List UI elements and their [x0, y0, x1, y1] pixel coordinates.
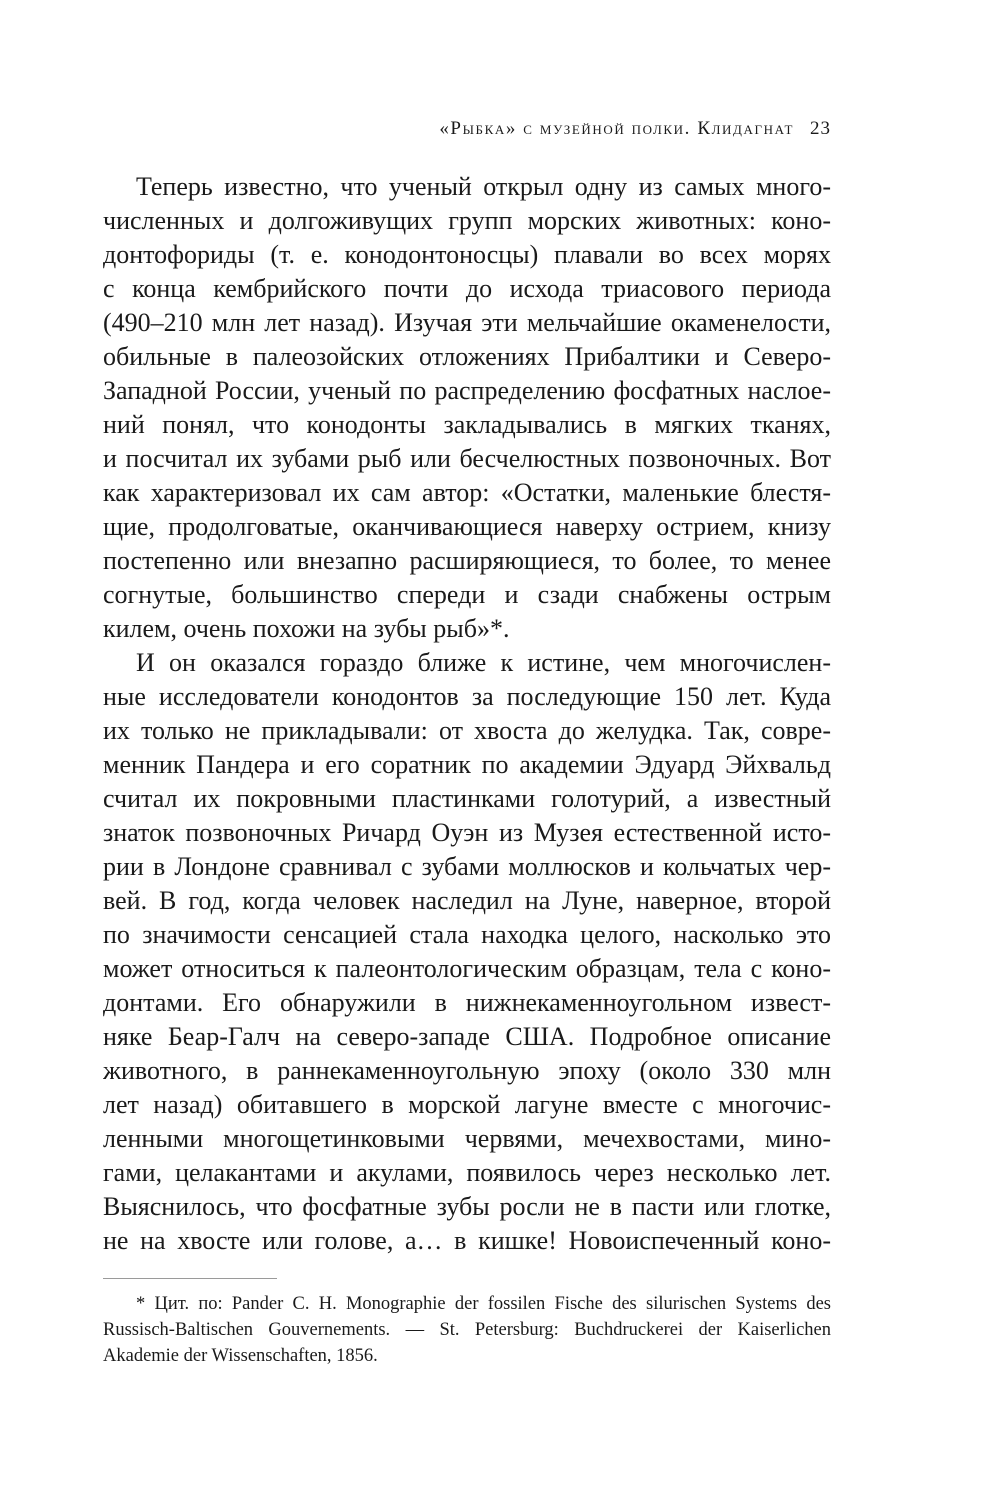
page-number: 23: [810, 118, 831, 139]
text-line: щие, продолговатые, оканчивающиеся наверху острием, книзу: [103, 512, 831, 541]
text-line: и посчитал их зубами рыб или бесчелюстных позвоночных. Вот: [103, 444, 831, 473]
text-line: ний понял, что конодонты закладывались в мягких тканях,: [103, 410, 831, 439]
text-line: Выяснилось, что фосфатные зубы росли не в пасти или глотке,: [103, 1192, 831, 1221]
text-line: животного, в раннекаменноугольную эпоху (около 330 млн: [103, 1056, 831, 1085]
text-line: вей. В год, когда человек наследил на Луне, наверное, второй: [103, 886, 831, 915]
body-text: [103, 170, 831, 1258]
text-line: ленными многощетинковыми червями, мечехвостами, мино-: [103, 1124, 831, 1153]
footnote: [103, 1291, 831, 1369]
text-line: менник Пандера и его соратник по академии Эдуард Эйхвальд: [103, 750, 831, 779]
text-line: их только не прикладывали: от хвоста до желудка. Так, совре-: [103, 716, 831, 745]
text-line: килем, очень похожи на зубы рыб»*.: [103, 614, 510, 643]
footnote-line: * Цит. по: Pander C. H. Monographie der fossilen Fische des silurischen Systems des: [136, 1294, 831, 1314]
footnote-divider: [103, 1278, 277, 1279]
text-line: обильные в палеозойских отложениях Прибалтики и Северо-: [103, 342, 831, 371]
text-line: лет назад) обитавшего в морской лагуне вместе с многочис-: [103, 1090, 831, 1119]
text-line: гами, целакантами и акулами, появилось через несколько лет.: [103, 1158, 831, 1187]
paragraph: [103, 170, 831, 646]
text-line: согнутые, большинство спереди и сзади снабжены острым: [103, 580, 831, 609]
text-line: с конца кембрийского почти до исхода триасового периода: [103, 274, 831, 303]
text-line: как характеризовал их сам автор: «Остатки, маленькие блестя-: [103, 478, 831, 507]
text-line: считал их покровными пластинками голотурий, а известный: [103, 784, 831, 813]
running-title: «Рыбка» с музейной полки. Клидагнат: [439, 118, 794, 139]
text-line: не на хвосте или голове, а… в кишке! Новоиспеченный коно-: [103, 1226, 831, 1255]
text-line: ные исследователи конодонтов за последующие 150 лет. Куда: [103, 682, 831, 711]
text-line: И он оказался гораздо ближе к истине, чем многочислен-: [136, 648, 831, 677]
text-line: постепенно или внезапно расширяющиеся, то более, то менее: [103, 546, 831, 575]
text-line: донтофориды (т. е. конодонтоносцы) плавали во всех морях: [103, 240, 831, 269]
footnote-line: Russisch-Baltischen Gouvernements. — St. Petersburg: Buchdruckerei der Kaiserlichen: [103, 1320, 831, 1340]
text-line: рии в Лондоне сравнивал с зубами моллюсков и кольчатых чер-: [103, 852, 831, 881]
text-line: может относиться к палеонтологическим образцам, тела с коно-: [103, 954, 831, 983]
text-line: Теперь известно, что ученый открыл одну из самых много-: [136, 172, 831, 201]
text-line: няке Беар-Галч на северо-западе США. Подробное описание: [103, 1022, 831, 1051]
running-head: [103, 116, 831, 142]
text-line: Западной России, ученый по распределению фосфатных наслое-: [103, 376, 831, 405]
text-line: численных и долгоживущих групп морских животных: коно-: [103, 206, 831, 235]
text-line: донтами. Его обнаружили в нижнекаменноугольном извест-: [103, 988, 831, 1017]
footnote-line: Akademie der Wissenschaften, 1856.: [103, 1346, 378, 1366]
text-line: по значимости сенсацией стала находка целого, насколько это: [103, 920, 831, 949]
text-line: (490–210 млн лет назад). Изучая эти мельчайшие окаменелости,: [103, 308, 831, 337]
paragraph: [103, 646, 831, 1258]
text-line: знаток позвоночных Ричард Оуэн из Музея естественной исто-: [103, 818, 831, 847]
